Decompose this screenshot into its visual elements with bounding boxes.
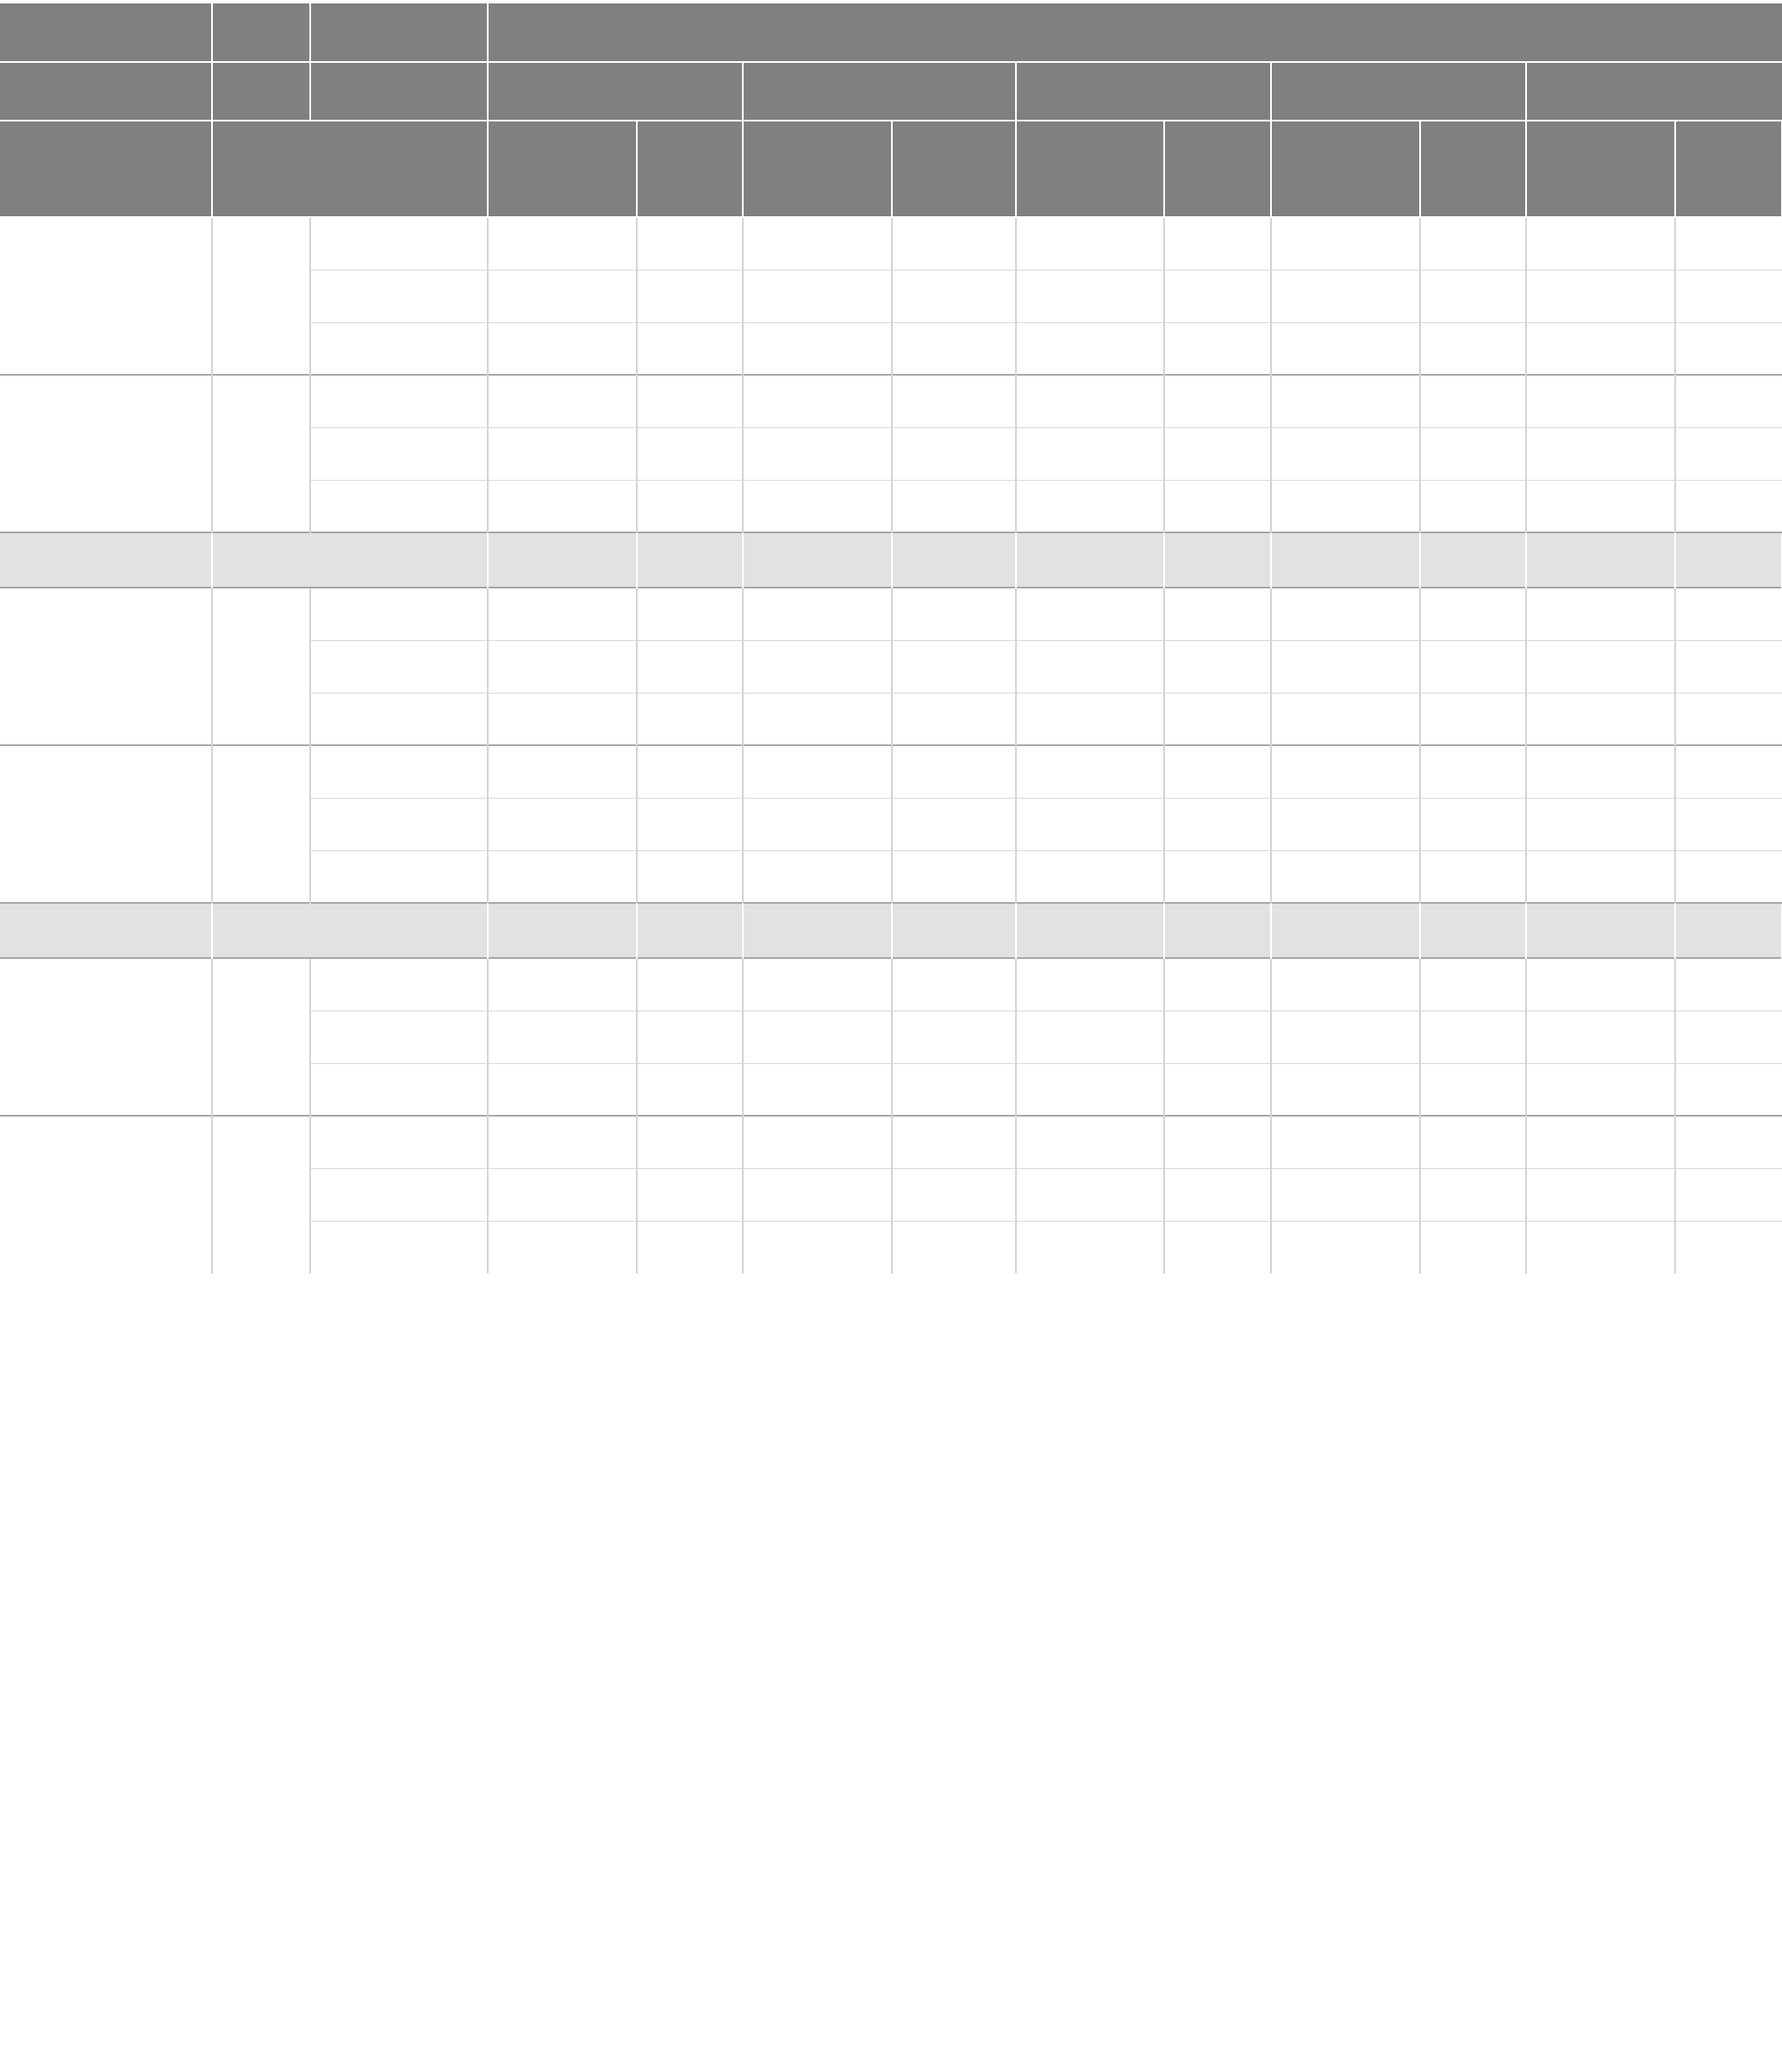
descriptive-statistics-table [0, 3, 1782, 1273]
sd-header [1016, 121, 1164, 217]
mean-value [743, 745, 892, 798]
size-level [310, 958, 488, 1011]
mean-value [743, 1063, 892, 1116]
sd-value [637, 1168, 743, 1221]
table-header [0, 3, 1782, 121]
mean-value [1526, 375, 1675, 427]
emotion-header-fear [1016, 62, 1271, 121]
sd-value [1164, 1011, 1271, 1063]
mean-value [1526, 693, 1675, 745]
emotion-header-anger [1526, 62, 1782, 121]
sd-value [637, 588, 743, 640]
mean-value [1016, 270, 1164, 322]
mean-value [488, 427, 637, 480]
sd-value [1164, 850, 1271, 903]
sd-header [743, 121, 892, 217]
mean-value [1526, 798, 1675, 850]
mean-value [743, 958, 892, 1011]
mean-header [1675, 121, 1782, 217]
sd-value [637, 217, 743, 270]
emotion-header-happiness [743, 62, 1016, 121]
size-level [310, 1063, 488, 1116]
mean-value [1271, 270, 1420, 322]
mean-value [1016, 1168, 1164, 1221]
sd-value [1164, 480, 1271, 532]
sd-value [892, 693, 1016, 745]
mean-header [637, 532, 743, 588]
size-level [310, 745, 488, 798]
emotion-header-sadness [1271, 62, 1526, 121]
mean-header [1420, 121, 1526, 217]
group-header-row [0, 903, 1782, 958]
size-level [310, 693, 488, 745]
sd-value [1675, 1011, 1782, 1063]
sd-value [1164, 745, 1271, 798]
mean-value [1016, 850, 1164, 903]
group-label [0, 903, 212, 958]
sd-value [1420, 375, 1526, 427]
mean-value [1271, 798, 1420, 850]
mean-header [892, 903, 1016, 958]
mean-value [1526, 480, 1675, 532]
size-level [310, 798, 488, 850]
sd-value [892, 427, 1016, 480]
sd-value [1164, 217, 1271, 270]
sd-value [1164, 322, 1271, 375]
mean-value [743, 693, 892, 745]
sd-value [1164, 270, 1271, 322]
mean-value [488, 480, 637, 532]
sd-value [892, 1116, 1016, 1168]
sd-value [1164, 1168, 1271, 1221]
mean-value [1016, 1063, 1164, 1116]
measure-label [0, 375, 212, 532]
mean-value [743, 798, 892, 850]
sd-value [1420, 322, 1526, 375]
mean-value [1271, 693, 1420, 745]
sd-value [637, 322, 743, 375]
mean-value [1526, 1011, 1675, 1063]
mean-value [1526, 1116, 1675, 1168]
mean-value [488, 1168, 637, 1221]
sd-value [1420, 640, 1526, 693]
size-level [310, 427, 488, 480]
sd-header [743, 903, 892, 958]
mean-value [1016, 217, 1164, 270]
sd-value [1675, 427, 1782, 480]
table-row [0, 375, 1782, 427]
mean-value [1271, 1168, 1420, 1221]
size-level [310, 640, 488, 693]
sd-value [637, 1116, 743, 1168]
sd-header [1526, 532, 1675, 588]
sd-value [1675, 375, 1782, 427]
size-level [310, 1116, 488, 1168]
sd-value [892, 745, 1016, 798]
sd-value [1675, 1221, 1782, 1273]
sd-value [637, 427, 743, 480]
feature-label [212, 588, 310, 745]
mean-value [1271, 850, 1420, 903]
mean-value [488, 1011, 637, 1063]
mean-header [1420, 903, 1526, 958]
sd-value [892, 640, 1016, 693]
mean-value [1016, 1221, 1164, 1273]
group-header-row [0, 532, 1782, 588]
mean-header [1675, 532, 1782, 588]
measure-label [0, 958, 212, 1116]
sd-value [637, 1063, 743, 1116]
mean-value [1271, 588, 1420, 640]
mean-value [1526, 958, 1675, 1011]
mean-value [488, 1221, 637, 1273]
sd-value [892, 850, 1016, 903]
mean-value [1271, 958, 1420, 1011]
mean-header [637, 121, 743, 217]
sd-value [1420, 958, 1526, 1011]
sd-value [1420, 1063, 1526, 1116]
mean-header [892, 532, 1016, 588]
mean-value [488, 958, 637, 1011]
sd-value [892, 798, 1016, 850]
sd-header [1271, 121, 1420, 217]
table-row [0, 958, 1782, 1011]
sd-value [1164, 1116, 1271, 1168]
sd-value [637, 693, 743, 745]
sd-value [1675, 588, 1782, 640]
group-label [0, 121, 212, 217]
sd-value [637, 640, 743, 693]
sd-value [1675, 958, 1782, 1011]
mean-value [488, 588, 637, 640]
sd-value [1420, 1221, 1526, 1273]
sd-value [1675, 693, 1782, 745]
emotion-header [488, 3, 1782, 62]
mean-value [1271, 217, 1420, 270]
size-level [310, 850, 488, 903]
sd-value [892, 270, 1016, 322]
mean-value [488, 322, 637, 375]
mean-value [1016, 375, 1164, 427]
mean-value [1526, 270, 1675, 322]
sd-value [1164, 1063, 1271, 1116]
size-level [310, 322, 488, 375]
sd-value [1420, 480, 1526, 532]
size-level [310, 1221, 488, 1273]
measure-label [0, 588, 212, 745]
sd-value [892, 1221, 1016, 1273]
mean-value [488, 640, 637, 693]
sd-value [1675, 850, 1782, 903]
size-level [310, 588, 488, 640]
sd-value [892, 322, 1016, 375]
mean-value [1016, 958, 1164, 1011]
mean-header [1675, 903, 1782, 958]
size-level [310, 480, 488, 532]
sd-value [637, 958, 743, 1011]
mean-value [488, 217, 637, 270]
sample-size [212, 532, 488, 588]
sd-value [1164, 588, 1271, 640]
mean-value [743, 270, 892, 322]
sd-value [1164, 1221, 1271, 1273]
mean-value [1271, 745, 1420, 798]
mean-value [1526, 1221, 1675, 1273]
mean-value [743, 480, 892, 532]
mean-value [1016, 322, 1164, 375]
size-level [310, 375, 488, 427]
mean-header [1420, 532, 1526, 588]
mean-value [743, 850, 892, 903]
sd-value [1675, 640, 1782, 693]
sd-value [1675, 270, 1782, 322]
sd-value [1164, 958, 1271, 1011]
sd-header [1526, 903, 1675, 958]
mean-value [1271, 1221, 1420, 1273]
mean-value [1271, 322, 1420, 375]
mean-value [1016, 640, 1164, 693]
sd-value [892, 1063, 1016, 1116]
sd-value [637, 480, 743, 532]
mean-value [1271, 1063, 1420, 1116]
mean-value [1526, 427, 1675, 480]
mean-value [1526, 745, 1675, 798]
mean-value [1016, 588, 1164, 640]
sd-value [892, 480, 1016, 532]
sample-size [212, 903, 488, 958]
sd-value [1420, 1168, 1526, 1221]
mean-value [1016, 1011, 1164, 1063]
mean-value [488, 850, 637, 903]
mean-value [743, 1221, 892, 1273]
mean-value [1271, 480, 1420, 532]
mean-value [1526, 850, 1675, 903]
mean-header [1164, 903, 1271, 958]
sd-value [1420, 217, 1526, 270]
mean-value [1271, 427, 1420, 480]
mean-header [1164, 532, 1271, 588]
size-level [310, 1168, 488, 1221]
feature-label [212, 745, 310, 903]
mean-value [1526, 1063, 1675, 1116]
mean-value [1016, 480, 1164, 532]
sd-value [1420, 1011, 1526, 1063]
mean-value [743, 1116, 892, 1168]
mean-value [743, 322, 892, 375]
sd-value [1164, 693, 1271, 745]
sd-value [637, 270, 743, 322]
mean-value [1526, 640, 1675, 693]
size-level [310, 217, 488, 270]
mean-value [488, 745, 637, 798]
mean-value [743, 1168, 892, 1221]
sd-header [1271, 903, 1420, 958]
measure-label [0, 217, 212, 375]
sd-value [892, 588, 1016, 640]
mean-value [488, 375, 637, 427]
table-row [0, 588, 1782, 640]
sd-value [892, 217, 1016, 270]
mean-value [1016, 427, 1164, 480]
sd-value [1675, 745, 1782, 798]
mean-value [1526, 1168, 1675, 1221]
mean-value [1271, 640, 1420, 693]
sd-value [1420, 1116, 1526, 1168]
emotion-header-neutral [488, 62, 743, 121]
sd-value [637, 850, 743, 903]
mean-value [743, 640, 892, 693]
sd-value [1164, 375, 1271, 427]
mean-value [1016, 745, 1164, 798]
sample-size [212, 121, 488, 217]
sd-value [637, 1221, 743, 1273]
sd-value [1420, 588, 1526, 640]
sd-value [1675, 1063, 1782, 1116]
sd-value [1675, 480, 1782, 532]
sd-value [1675, 1116, 1782, 1168]
mean-value [488, 1063, 637, 1116]
mean-value [1526, 217, 1675, 270]
mean-value [743, 1011, 892, 1063]
mean-value [743, 588, 892, 640]
sd-header [1526, 121, 1675, 217]
group-label [0, 532, 212, 588]
mean-value [1271, 375, 1420, 427]
mean-value [743, 427, 892, 480]
mean-value [1016, 798, 1164, 850]
measure-label [0, 1116, 212, 1273]
mean-value [1526, 322, 1675, 375]
table-row [0, 745, 1782, 798]
mean-value [488, 798, 637, 850]
emotion-names-row [0, 62, 1782, 121]
mean-value [488, 270, 637, 322]
mean-value [1016, 693, 1164, 745]
sd-header [1271, 532, 1420, 588]
mean-value [743, 217, 892, 270]
sd-value [1675, 1168, 1782, 1221]
mean-value [1016, 1116, 1164, 1168]
size-level [310, 1011, 488, 1063]
sd-value [1675, 322, 1782, 375]
sd-value [1420, 850, 1526, 903]
mean-header [1164, 121, 1271, 217]
table-row [0, 1116, 1782, 1168]
sd-value [637, 745, 743, 798]
mean-header [637, 903, 743, 958]
mean-header [892, 121, 1016, 217]
sd-value [892, 375, 1016, 427]
mean-value [1526, 588, 1675, 640]
sd-value [1675, 798, 1782, 850]
sd-value [1164, 427, 1271, 480]
mean-value [488, 693, 637, 745]
size-level [310, 270, 488, 322]
feature-label [212, 375, 310, 532]
sd-value [1675, 217, 1782, 270]
mean-value [488, 1116, 637, 1168]
sd-value [892, 958, 1016, 1011]
sd-value [1164, 798, 1271, 850]
sd-value [637, 1011, 743, 1063]
sd-value [1420, 693, 1526, 745]
feature-label [212, 217, 310, 375]
mean-value [743, 375, 892, 427]
sd-value [1420, 798, 1526, 850]
mean-value [1271, 1011, 1420, 1063]
sd-value [892, 1011, 1016, 1063]
sd-header [1016, 532, 1164, 588]
feature-label [212, 1116, 310, 1273]
sd-value [1164, 640, 1271, 693]
sd-header [743, 532, 892, 588]
measure-label [0, 745, 212, 903]
sd-value [892, 1168, 1016, 1221]
mean-value [1271, 1116, 1420, 1168]
table-row [0, 217, 1782, 270]
feature-label [212, 958, 310, 1116]
sd-value [637, 375, 743, 427]
sd-value [1420, 270, 1526, 322]
table-body [0, 121, 1782, 1273]
sd-header [1016, 903, 1164, 958]
sd-value [1420, 745, 1526, 798]
sd-value [637, 798, 743, 850]
sd-value [1420, 427, 1526, 480]
group-header-row [0, 121, 1782, 217]
